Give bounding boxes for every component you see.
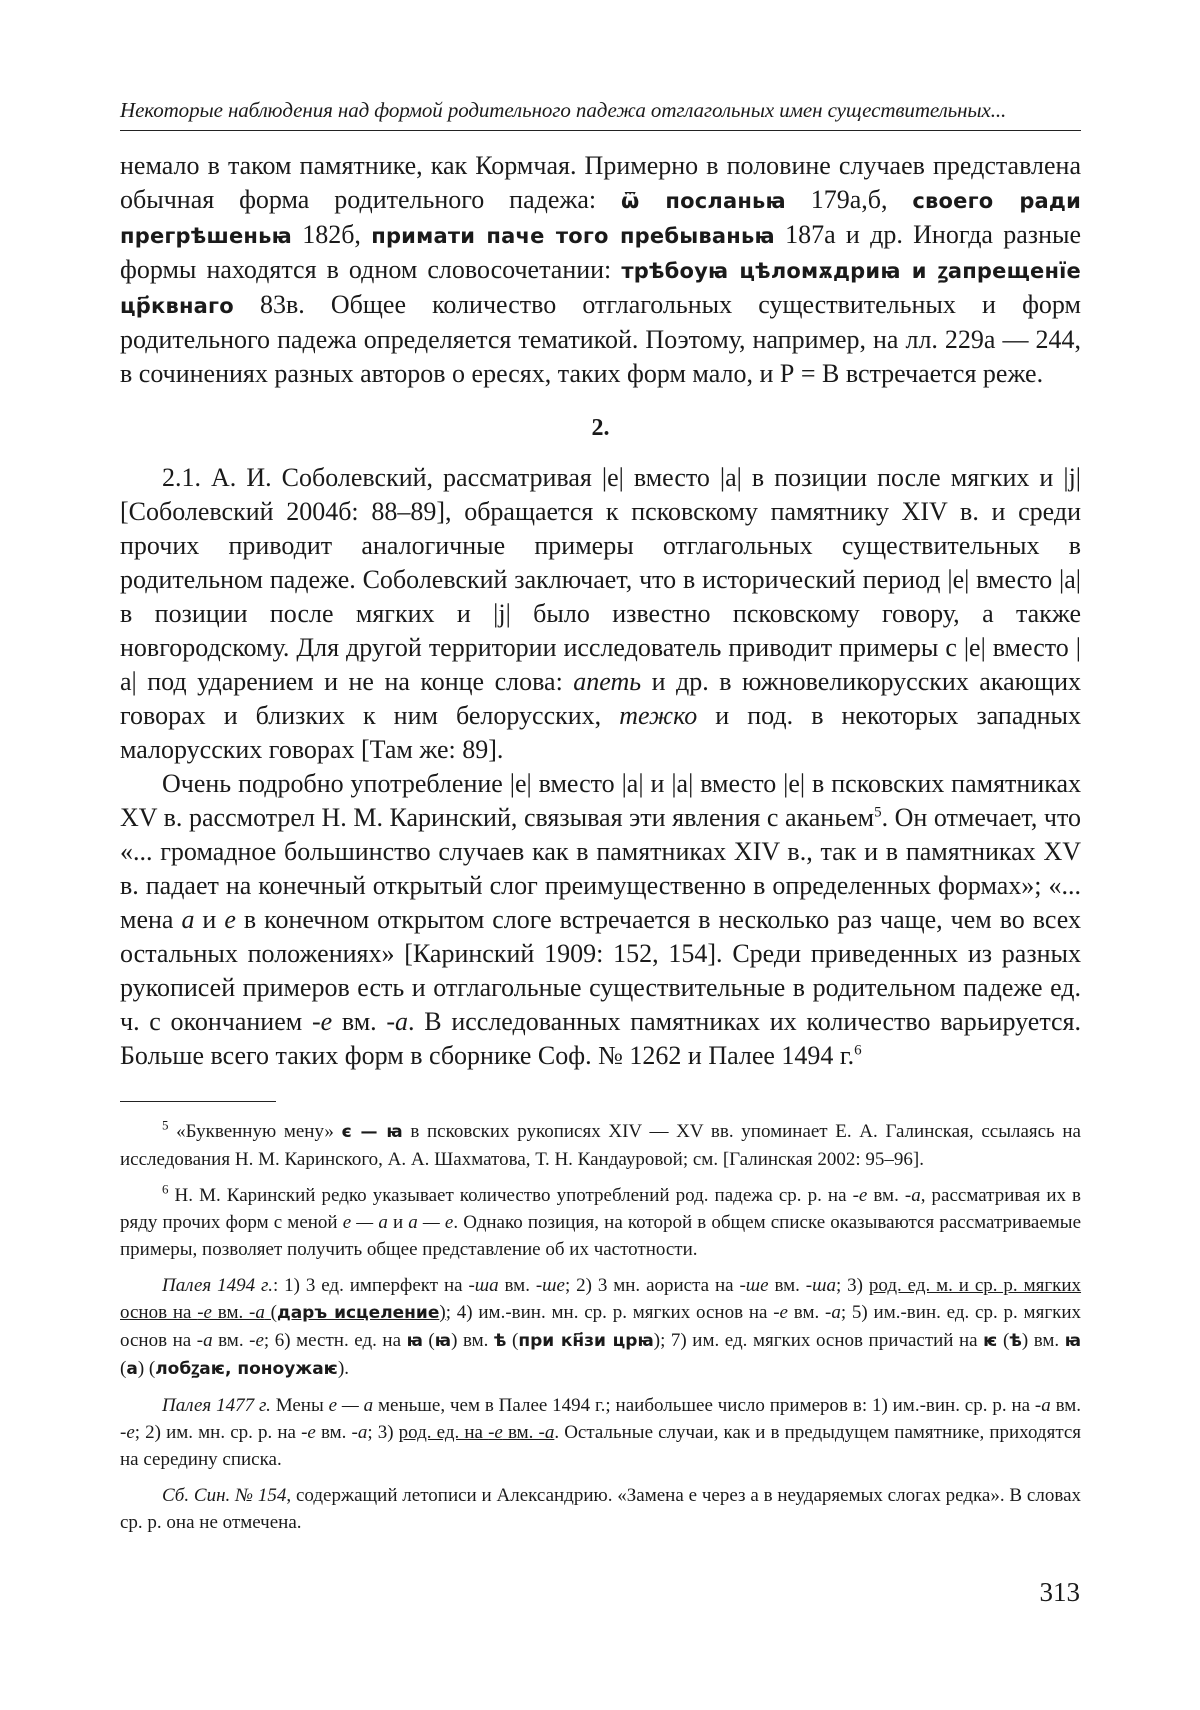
italic-example: -е: [311, 1007, 333, 1036]
text-run: ; 5) им.-вин. ед. ср. р. мягких основ на: [120, 1302, 1082, 1351]
text-run: 83в. Общее количество отглагольных существительных и форм родительного падежа определяется тематикой. Поэтому, например, на лл. 229а — 244, в сочинениях разных авторов о ересях, таких форм мало, и Р = В встречается реже.: [120, 290, 1081, 388]
text-run: и: [387, 1212, 409, 1233]
footnote-mark: 6: [162, 1181, 169, 1197]
text-run: (: [997, 1330, 1010, 1351]
church-slavonic-quote: даръ исцеление: [276, 1303, 440, 1323]
italic-example: -а: [904, 1185, 921, 1206]
text-run: вм.: [315, 1422, 352, 1443]
church-slavonic-quote: ꙗ: [434, 1331, 452, 1351]
text-run: вм.: [212, 1302, 250, 1323]
italic-example: -е: [120, 1422, 135, 1443]
source-title: Палея 1477 г.: [162, 1395, 271, 1416]
text-run: ; 3): [835, 1275, 869, 1296]
church-slavonic-quote: ꙗ: [1064, 1331, 1082, 1351]
footnote-divider: [120, 1101, 276, 1102]
text-run: немало в таком памятнике, как Кормчая. Примерно в половине случаев представлена обычная форма родительного падежа:: [120, 151, 1081, 214]
church-slavonic-quote: трѣбоуꙗ цѣломѫдриꙗ и ꙁапрещенїе цр҃квнаго: [120, 259, 1081, 318]
text-run: ; 2) им. мн. ср. р. на: [134, 1422, 302, 1443]
italic-example: -а: [249, 1302, 265, 1323]
italic-example: -ше: [535, 1275, 565, 1296]
section-number: 2.: [591, 415, 610, 441]
church-slavonic-quote: ѿ посланьꙗ: [621, 189, 786, 213]
italic-example: -а: [196, 1330, 213, 1351]
text-run: 182б,: [291, 220, 372, 249]
text-run: ) вм.: [1021, 1330, 1065, 1351]
church-slavonic-quote: а: [126, 1359, 138, 1379]
source-title: Палея 1494 г.: [162, 1275, 273, 1296]
text-run: 187а и др. Иногда разные формы находятся в одном словосочетании:: [120, 220, 1081, 284]
text-run: 2.1. А. И. Соболевский, рассматривая |е| вместо |а| в позиции после мягких и |j| [Соболевский 2004б: 88–89], обращается к псковскому памятнику XIV в. и среди прочих приводит аналогичные примеры отглагольных существительных в родительном падеже. Соболевский заключает, что в исторический период |е| вместо |а| в позиции после мягких и |j| было известно псковскому говору, а также новгородскому. Для другой территории исследователь приводит примеры с |е| вместо |а| под ударением и не на конце слова:: [120, 463, 1081, 696]
italic-example: -ше: [739, 1275, 769, 1296]
text-run: ); 7) им. ед. мягких основ причастий на: [653, 1330, 984, 1351]
paragraph-3: [120, 767, 1081, 1073]
italic-example: -а: [386, 1007, 409, 1036]
text-run: вм.: [212, 1330, 250, 1351]
church-slavonic-quote: своего ради прегрѣшеньꙗ: [120, 189, 1081, 248]
text-run: ; 2) 3 мн. аориста на: [564, 1275, 740, 1296]
italic-example: а: [181, 905, 195, 934]
footnote-6-sin-154: [120, 1482, 1081, 1536]
church-slavonic-quote: лобꙁаѥ, поноужаѥ: [155, 1359, 338, 1379]
text-run: : 1) 3 ед. имперфект на: [272, 1275, 469, 1296]
text-run: в конечном открытом слоге встречается в несколько раз чаще, чем во всех остальных положениях» [Каринский 1909: 152, 154]. Среди приведенных из разных рукописей примеров есть и отглагольные существительные в родительном падеже ед. ч. с окончанием: [120, 905, 1081, 1036]
running-header: Некоторые наблюдения над формой родительного падежа отглагольных имен существительных...: [120, 96, 1081, 131]
paragraph-1: [120, 149, 1081, 391]
text-run: и под. в некоторых западных малорусских говорах [Там же: 89].: [120, 701, 1081, 764]
text-run: ) (: [137, 1358, 156, 1379]
footnote-mark: 5: [162, 1117, 169, 1133]
text-run: . Остальные случаи, как и в предыдущем памятнике, приходятся на середину списка.: [120, 1422, 1082, 1470]
italic-example: -ша: [468, 1275, 499, 1296]
text-run: вм.: [867, 1185, 905, 1206]
text-run: вм.: [768, 1275, 806, 1296]
text-run: вм.: [1050, 1395, 1082, 1416]
church-slavonic-quote: ѣ: [493, 1331, 507, 1351]
text-run: вм.: [788, 1302, 826, 1323]
text-run: вм.: [332, 1007, 387, 1036]
italic-example: -а: [351, 1422, 368, 1443]
italic-example: -е: [852, 1185, 868, 1206]
text-run: ; 3): [367, 1422, 399, 1443]
italic-example: -а: [825, 1302, 841, 1323]
underlined-item: [399, 1422, 555, 1443]
italic-example: -е: [197, 1302, 212, 1323]
italic-example: тежко: [619, 701, 698, 730]
church-slavonic-quote: примати паче того пребываньꙗ: [371, 224, 775, 248]
footnote-5: [120, 1118, 1081, 1173]
italic-example: е — а: [342, 1212, 388, 1233]
footnote-ref-5[interactable]: 5: [874, 804, 882, 821]
text-run: , рассматривая их в ряду прочих форм с меной: [120, 1185, 1082, 1233]
paragraph-2: [120, 461, 1081, 767]
footnote-ref-6[interactable]: 6: [854, 1042, 862, 1059]
text-run: и: [194, 905, 225, 934]
text-run: ; 4) им.-вин. мн. ср. р. мягких основ на: [445, 1302, 774, 1323]
text-run: меньше, чем в Палее 1494 г.; наибольшее число примеров в: 1) им.-вин. ср. р. на: [373, 1395, 1035, 1416]
text-run: вм.: [498, 1275, 536, 1296]
church-slavonic-quote: є — ꙗ: [341, 1122, 403, 1142]
text-run: Очень подробно употребление |е| вместо |а| и |а| вместо |е| в псковских памятниках XV в. рассмотрел Н. М. Каринский, связывая эти явления с аканьем: [120, 769, 1081, 832]
page: [120, 96, 1081, 1545]
text-run: и др. в южновеликорусских акающих говорах и близких к ним белорусских,: [120, 667, 1081, 730]
text-run: вм.: [502, 1422, 539, 1443]
text-run: Н. М. Каринский редко указывает количество употреблений род. падежа ср. р. на: [168, 1185, 853, 1206]
italic-example: е: [224, 905, 236, 934]
text-run: ): [439, 1302, 446, 1323]
italic-example: -а: [538, 1422, 555, 1443]
text-run: ).: [337, 1358, 350, 1379]
text-run: (: [120, 1358, 127, 1379]
italic-example: -е: [773, 1302, 788, 1323]
italic-example: -ша: [805, 1275, 836, 1296]
text-run: . Он отмечает, что «... громадное большинство случаев как в памятниках XIV в., так и в памятниках XV в. падает на конечный открытый слог преимущественно в определенных формах»; «... мена: [120, 803, 1081, 934]
text-run: ) вм.: [451, 1330, 494, 1351]
footnote-6: [120, 1182, 1081, 1263]
footnote-6-palea-1494: [120, 1272, 1081, 1383]
text-run: род. ед. м. и ср. р. мягких основ на: [120, 1275, 1082, 1323]
text-run: (: [264, 1302, 277, 1323]
text-run: в псковских рукописях XIV — XV вв. упоминает Е. А. Галинская, ссылаясь на исследования Н. М. Каринского, А. А. Шахматова, Т. Н. Кандауровой; см. [Галинская 2002: 95–96].: [120, 1121, 1081, 1170]
italic-example: -е: [301, 1422, 316, 1443]
italic-example: -а: [1034, 1395, 1051, 1416]
text-run: (: [422, 1330, 435, 1351]
text-run: Мены: [270, 1395, 329, 1416]
text-run: . Однако позиция, на которой в общем списке оказываются рассматриваемые примеры, позволяет получить общее представление об их частотности.: [120, 1212, 1082, 1260]
page-number: 313: [1039, 1577, 1080, 1607]
text-run: (: [506, 1330, 519, 1351]
footnotes: [120, 1118, 1081, 1536]
text-run: ; 6) местн. ед. на: [263, 1330, 407, 1351]
text-run: , содержащий летописи и Александрию. «Замена е через а в неударяемых слогах редка». В словах ср. р. она не отмечена.: [120, 1485, 1081, 1533]
church-slavonic-quote: при кн҃зи црꙗ: [518, 1331, 654, 1351]
text-run: 179а,б,: [785, 185, 913, 214]
church-slavonic-quote: ѣ: [1009, 1331, 1022, 1351]
church-slavonic-quote: ѥ: [983, 1331, 998, 1351]
footnote-6-palea-1477: [120, 1392, 1081, 1473]
main-text: [120, 149, 1081, 1073]
text-run: род. ед. на: [398, 1422, 489, 1443]
italic-example: е — а: [328, 1395, 374, 1416]
church-slavonic-quote: ꙗ: [406, 1331, 423, 1351]
italic-example: а — е: [408, 1212, 454, 1233]
text-run: «Буквенную мену»: [168, 1121, 342, 1142]
italic-example: -е: [249, 1330, 264, 1351]
italic-example: апеть: [573, 667, 642, 696]
source-title: Сб. Син. № 154: [162, 1485, 287, 1506]
text-run: . В исследованных памятниках их количество варьируется. Больше всего таких форм в сборнике Соф. № 1262 и Палее 1494 г.: [120, 1007, 1082, 1070]
italic-example: -е: [488, 1422, 503, 1443]
